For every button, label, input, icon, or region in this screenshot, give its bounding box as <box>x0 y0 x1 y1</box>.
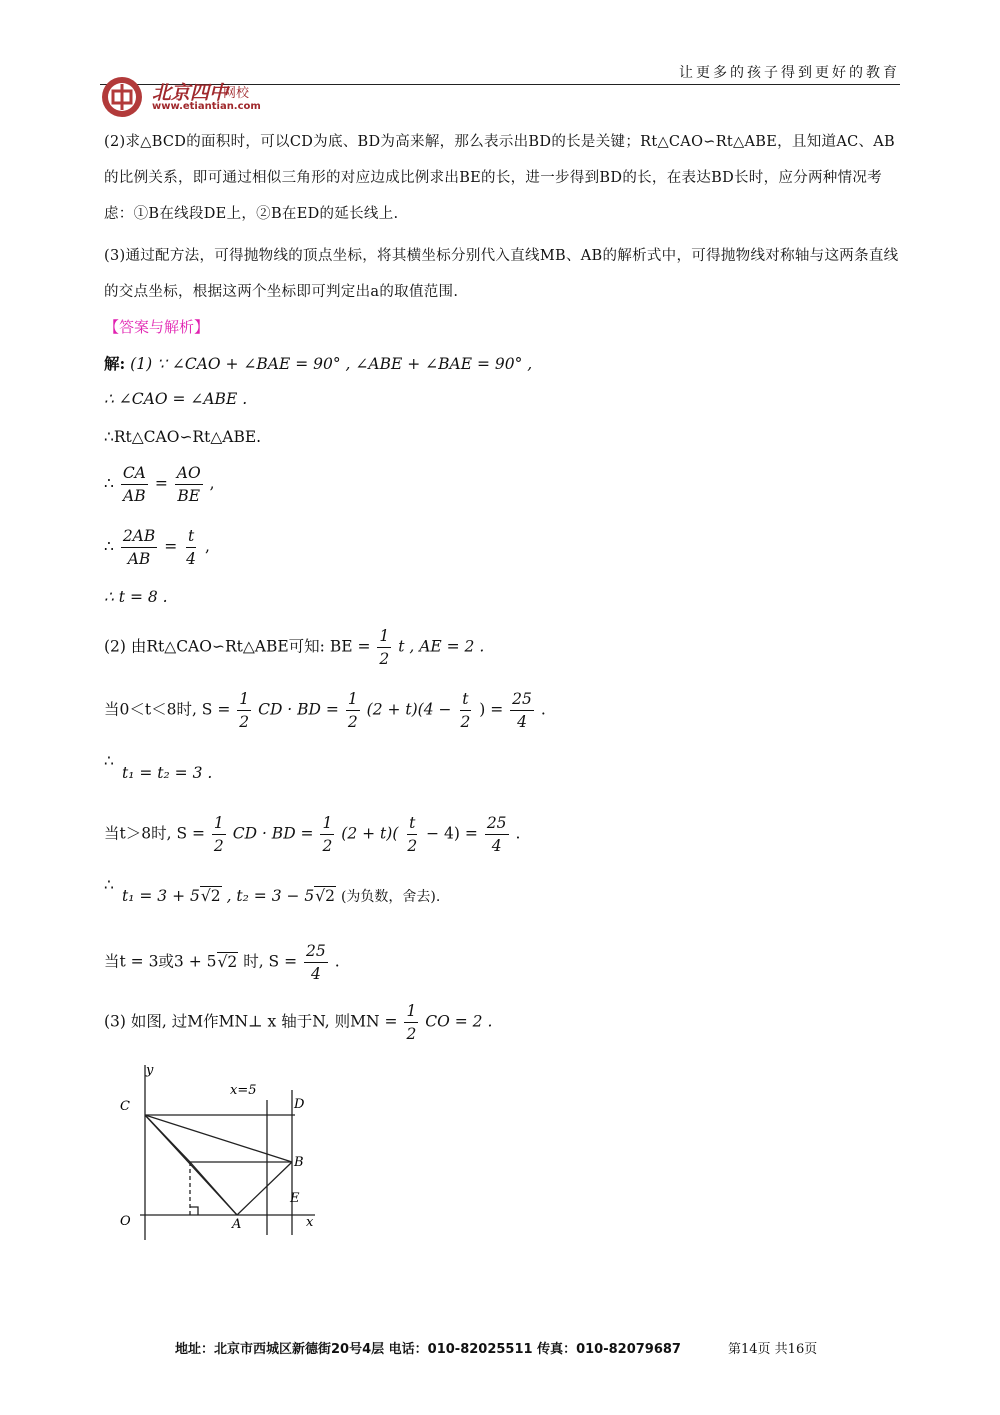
fraction-ca-ab <box>121 462 148 507</box>
equation-text: (2 + t)(4 − <box>366 700 452 719</box>
solution-line-3: ∴Rt△CAO∽Rt△ABE. <box>104 428 262 446</box>
numerator: 1 <box>237 688 251 711</box>
fraction <box>304 940 328 985</box>
solution-line-11 <box>122 886 440 906</box>
punctuation: . <box>334 952 340 971</box>
denominator: 4 <box>186 550 197 568</box>
fraction-t-4 <box>184 525 198 570</box>
numerator: 1 <box>377 625 391 648</box>
right-angle-mark <box>190 1207 198 1215</box>
solution-line-12 <box>104 940 340 985</box>
logo-name: 北京四中 <box>152 82 229 104</box>
equation-text: , t₂ = 3 − 5 <box>226 887 315 905</box>
equation-text: − 4) = <box>426 824 478 843</box>
school-logo-icon <box>100 74 148 120</box>
numerator: 1 <box>346 688 360 711</box>
logo-url: www.etiantian.com <box>152 101 261 112</box>
solution-line-5 <box>104 525 210 570</box>
label-o: O <box>120 1214 131 1229</box>
radicand: 2 <box>325 887 336 905</box>
therefore-symbol: ∴ <box>104 537 114 556</box>
equation-1: (1) ∵ ∠CAO + ∠BAE = 90° , ∠ABE + ∠BAE = 90° , <box>130 355 533 373</box>
denominator: 2 <box>407 837 418 855</box>
punctuation: , <box>204 537 210 556</box>
numerator: 25 <box>485 812 509 835</box>
numerator: t <box>186 525 196 548</box>
numerator: 2AB <box>121 525 157 548</box>
geometry-figure <box>110 1060 330 1245</box>
denominator: 2 <box>460 713 471 731</box>
numerator: 1 <box>404 1000 418 1023</box>
denominator: 2 <box>406 1025 417 1043</box>
fraction <box>346 688 360 733</box>
note-text: (为负数，舍去). <box>340 889 441 905</box>
numerator: t <box>407 812 417 835</box>
analysis-paragraph-2: (2)求△BCD的面积时，可以CD为底、BD为高来解，那么表示出BD的长是关键；Rt△CAO∽Rt△ABE，且知道AC、AB的比例关系，即可通过相似三角形的对应边成比例求出BE的长，进一步得到BD的长，在表达BD长时，应分两种情况考虑：①B在线段DE上，②B在ED的延长线上. <box>104 134 896 222</box>
denominator: 2 <box>322 837 333 855</box>
fraction <box>405 812 419 857</box>
denominator: 2 <box>213 837 224 855</box>
equation-text: (3) 如图, 过M作MN⊥ x 轴于N, 则MN = <box>104 1012 398 1031</box>
fraction-2ab-ab <box>121 525 157 570</box>
fraction-ao-be <box>175 462 203 507</box>
punctuation: , <box>209 474 215 493</box>
solution-line-8 <box>104 688 546 733</box>
numerator: 1 <box>212 812 226 835</box>
punctuation: . <box>515 824 521 843</box>
denominator: BE <box>177 487 201 505</box>
denominator: AB <box>127 550 151 568</box>
equation-text: (2) 由Rt△CAO∽Rt△ABE可知: BE = <box>104 637 371 656</box>
equation-text: 当t = 3或3 + 5 <box>104 952 217 971</box>
footer-page-number: 第14页 共16页 <box>728 1342 818 1357</box>
equation-text: 当0＜t＜8时, S = <box>104 700 231 719</box>
label-c: C <box>120 1099 130 1114</box>
denominator: 2 <box>379 650 390 668</box>
denominator: 2 <box>239 713 250 731</box>
denominator: 4 <box>491 837 502 855</box>
solution-label: 解: <box>104 354 126 373</box>
logo-suffix: 网校 <box>223 86 250 101</box>
equation-text: t₁ = 3 + 5 <box>122 887 200 905</box>
label-e: E <box>290 1191 300 1206</box>
denominator: 4 <box>517 713 527 731</box>
label-a: A <box>232 1217 242 1232</box>
equation-text: (2 + t)( <box>341 824 399 843</box>
fraction <box>485 812 509 857</box>
sqrt-radicand: √2 <box>315 887 336 905</box>
fraction-half <box>377 625 391 670</box>
radicand: 2 <box>210 887 221 905</box>
solution-line-9-symbol: ∴ <box>104 752 114 770</box>
answer-section-title: 【答案与解析】 <box>104 318 210 336</box>
equation-text: 当t＞8时, S = <box>104 824 205 843</box>
label-d: D <box>294 1097 305 1112</box>
fraction <box>510 688 534 733</box>
denominator: 4 <box>310 965 321 983</box>
footer-address: 地址：北京市西城区新德街20号4层 电话：010-82025511 传真：010-82079687 <box>175 1342 681 1357</box>
fraction <box>212 812 226 857</box>
fraction <box>458 688 472 733</box>
numerator: AO <box>175 462 203 485</box>
equation-text: CD · BD = <box>232 824 314 843</box>
solution-line-13 <box>104 1000 492 1045</box>
fraction <box>237 688 251 733</box>
equation-text: ) = <box>479 700 504 719</box>
fraction <box>404 1000 418 1045</box>
solution-line-11-symbol: ∴ <box>104 876 114 894</box>
label-y: y <box>146 1063 154 1078</box>
denominator: 2 <box>347 713 358 731</box>
equation-text: 时, S = <box>243 952 298 971</box>
solution-line-4 <box>104 462 215 507</box>
label-x: x <box>306 1215 314 1230</box>
solution-line-1 <box>104 352 532 374</box>
numerator: CA <box>121 462 148 485</box>
label-b: B <box>294 1155 304 1170</box>
punctuation: . <box>540 700 546 719</box>
header-slogan: 让更多的孩子得到更好的教育 <box>679 65 900 81</box>
solution-line-7 <box>104 625 484 670</box>
solution-line-9: t₁ = t₂ = 3 . <box>122 764 213 782</box>
equation-text: CO = 2 . <box>425 1012 493 1031</box>
numerator: 1 <box>320 812 334 835</box>
equals-sign: = <box>164 537 178 556</box>
solution-line-2: ∴ ∠CAO = ∠ABE . <box>104 390 248 408</box>
therefore-symbol: ∴ <box>104 474 114 493</box>
solution-line-10 <box>104 812 520 857</box>
segment-ab <box>237 1162 292 1215</box>
numerator: 25 <box>304 940 328 963</box>
numerator: t <box>460 688 470 711</box>
equation-text: t , AE = 2 . <box>398 637 485 656</box>
sqrt-radicand: √2 <box>217 952 238 971</box>
radicand: 2 <box>227 952 238 971</box>
equals-sign: = <box>154 474 168 493</box>
equation-text: CD · BD = <box>258 700 339 719</box>
label-x-equals-5: x=5 <box>230 1083 257 1098</box>
denominator: AB <box>123 487 146 505</box>
numerator: 25 <box>510 688 534 711</box>
sqrt-radicand: √2 <box>200 887 221 905</box>
analysis-paragraph-3: (3)通过配方法，可得抛物线的顶点坐标，将其横坐标分别代入直线MB、AB的解析式中，可得抛物线对称轴与这两条直线的交点坐标，根据这两个坐标即可判定出a的取值范围. <box>104 248 899 300</box>
solution-line-6: ∴ t = 8 . <box>104 588 168 606</box>
fraction <box>320 812 334 857</box>
